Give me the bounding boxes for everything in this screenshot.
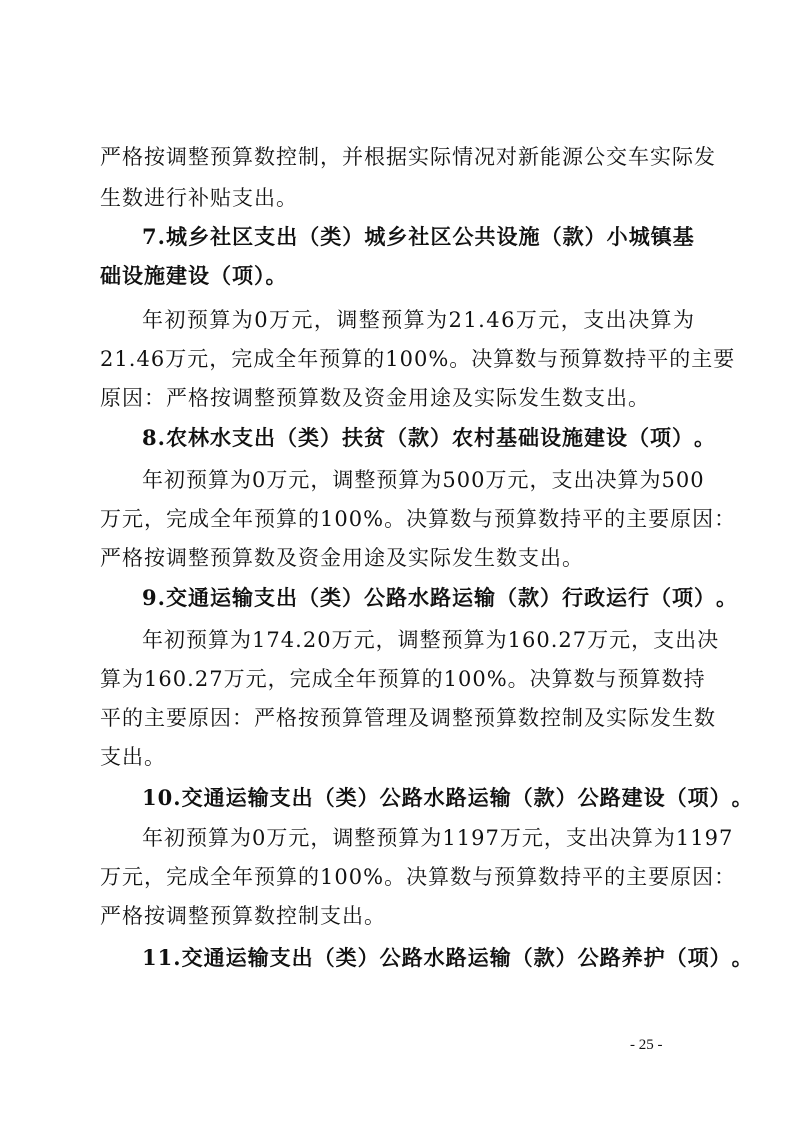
section-heading: 1 0 . 交 通 运 输 支 出 （ 类 ） 公 路 水 路 运 输 （ 款 ） 公 路 建 设 （ 项 ） 。 bbox=[142, 785, 754, 810]
paragraph-line: 原因：严格按调整预算数及资金用途及实际发生数支出。 bbox=[100, 386, 650, 410]
paragraph-line: 严格按调整预算数控制支出。 bbox=[100, 904, 386, 928]
section-heading: 9 . 交 通 运 输 支 出 （ 类 ） 公 路 水 路 运 输 （ 款 ） 行 政 运 行 （ 项 ） 。 bbox=[142, 585, 738, 610]
section-heading: 7 . 城 乡 社 区 支 出 （ 类 ） 城 乡 社 区 公 共 设 施 （ 款 ） 小 城 镇 基 bbox=[142, 224, 695, 249]
paragraph-line: 生数进行补贴支出。 bbox=[100, 186, 298, 210]
paragraph-line: 年 初 预 算 为 0 万 元 ， 调 整 预 算 为 2 1 . 4 6 万 元 ， 支 出 决 算 为 bbox=[142, 308, 695, 332]
section-heading: 8 . 农 林 水 支 出 （ 类 ） 扶 贫 （ 款 ） 农 村 基 础 设 施 建 设 （ 项 ） 。 bbox=[142, 425, 716, 450]
section-heading: 1 1 . 交 通 运 输 支 出 （ 类 ） 公 路 水 路 运 输 （ 款 ） 公 路 养 护 （ 项 ） 。 bbox=[142, 945, 754, 970]
paragraph-line: 年 初 预 算 为 1 7 4 . 2 0 万 元 ， 调 整 预 算 为 1 6 0 . 2 7 万 元 ， 支 出 决 bbox=[142, 628, 720, 652]
page-number: - 25 - bbox=[630, 1037, 663, 1053]
paragraph-line: 算 为 1 6 0 . 2 7 万 元 ， 完 成 全 年 预 算 的 1 0 0 % 。 决 算 数 与 预 算 数 持 bbox=[100, 667, 706, 691]
paragraph-line: 年 初 预 算 为 0 万 元 ， 调 整 预 算 为 1 1 9 7 万 元 ， 支 出 决 算 为 1 1 9 7 bbox=[142, 826, 734, 850]
paragraph-line: 平 的 主 要 原 因 ： 严 格 按 预 算 管 理 及 调 整 预 算 数 控 制 及 实 际 发 生 数 bbox=[100, 706, 716, 730]
paragraph-line: 年 初 预 算 为 0 万 元 ， 调 整 预 算 为 5 0 0 万 元 ， 支 出 决 算 为 5 0 0 bbox=[142, 468, 705, 492]
paragraph-line: 严 格 按 调 整 预 算 数 控 制 ， 并 根 据 实 际 情 况 对 新 能 源 公 交 车 实 际 发 bbox=[100, 145, 716, 169]
paragraph-line: 2 1 . 4 6 万 元 ， 完 成 全 年 预 算 的 1 0 0 % 。 决 算 数 与 预 算 数 持 平 的 主 要 bbox=[100, 347, 736, 371]
section-heading: 础设施建设（项）。 bbox=[100, 263, 288, 288]
paragraph-line: 支出。 bbox=[100, 745, 166, 769]
paragraph-line: 万 元 ， 完 成 全 年 预 算 的 1 0 0 % 。 决 算 数 与 预 算 数 持 平 的 主 要 原 因 ： bbox=[100, 507, 737, 531]
paragraph-line: 严格按调整预算数及资金用途及实际发生数支出。 bbox=[100, 546, 584, 570]
paragraph-line: 万 元 ， 完 成 全 年 预 算 的 1 0 0 % 。 决 算 数 与 预 算 数 持 平 的 主 要 原 因 ： bbox=[100, 865, 737, 889]
